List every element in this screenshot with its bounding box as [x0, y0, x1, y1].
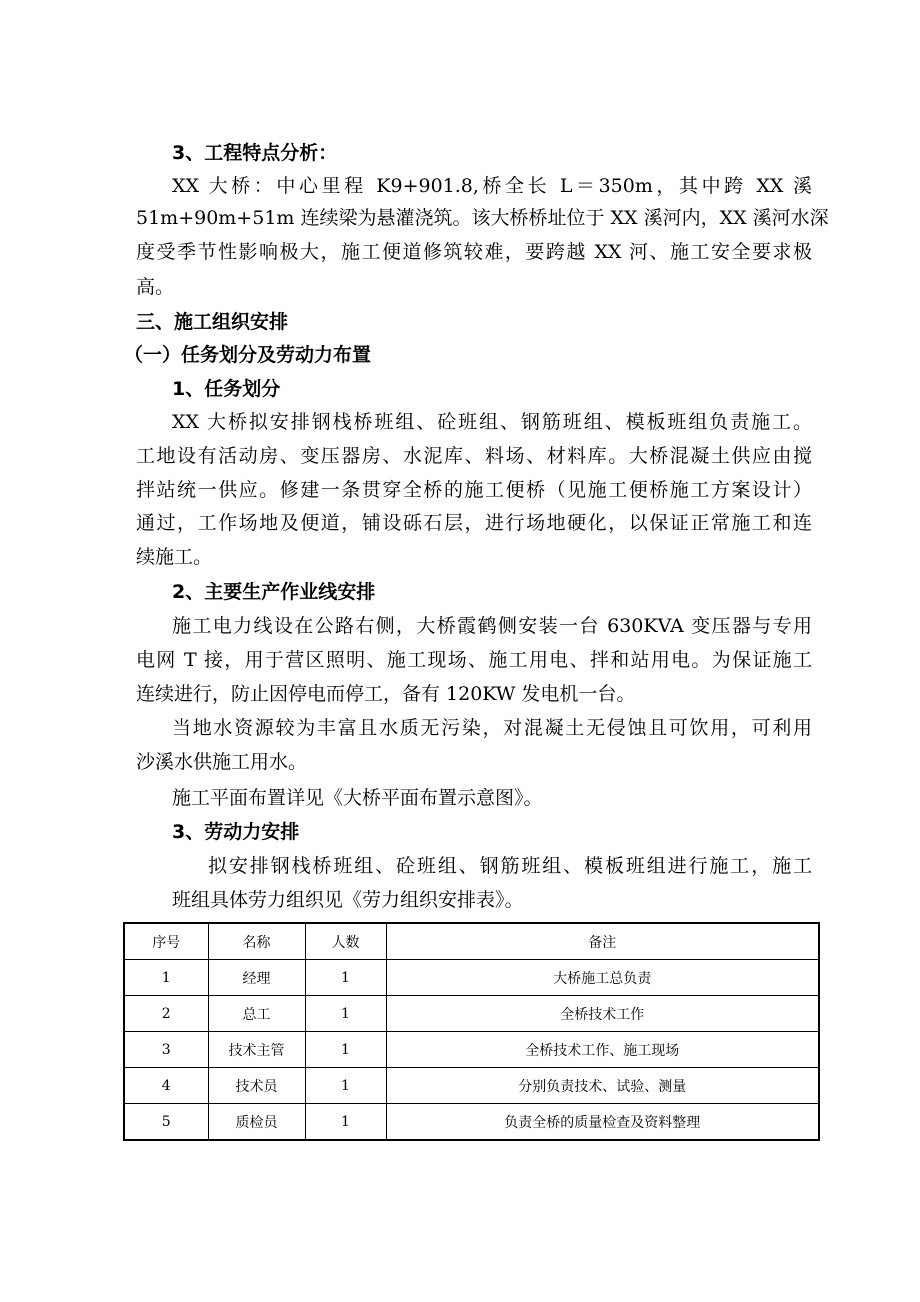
cell-count: 1 — [305, 1104, 386, 1141]
header-cell-name: 名称 — [208, 923, 305, 960]
paragraph-line: XX 大桥拟安排钢栈桥班组、砼班组、钢筋班组、模板班组负责施工。 — [172, 411, 812, 433]
cell-index: 5 — [124, 1104, 208, 1141]
paragraph-line: 拌站统一供应。修建一条贯穿全桥的施工便桥（见施工便桥施工方案设计） — [136, 479, 812, 501]
cell-remark: 分别负责技术、试验、测量 — [386, 1068, 819, 1104]
table-row — [124, 996, 819, 1032]
subsection-heading: （一）任务划分及劳动力布置 — [124, 344, 372, 366]
paragraph-line: 班组具体劳力组织见《劳力组织安排表》。 — [172, 889, 524, 911]
cell-index: 3 — [124, 1032, 208, 1068]
cell-index: 2 — [124, 996, 208, 1032]
header-cell-remark: 备注 — [386, 923, 819, 960]
paragraph-line: 度受季节性影响极大，施工便道修筑较难，要跨越 XX 河、施工安全要求极 — [136, 241, 812, 263]
chapter-heading: 三、施工组织安排 — [136, 311, 289, 333]
cell-name: 技术主管 — [208, 1032, 305, 1068]
table-row — [124, 1068, 819, 1104]
cell-index: 1 — [124, 960, 208, 996]
cell-count: 1 — [305, 1032, 386, 1068]
header-cell-index: 序号 — [124, 923, 208, 960]
paragraph-line: 高。 — [136, 276, 175, 298]
paragraph-line: 施工电力线设在公路右侧，大桥霞鹤侧安装一台 630KVA 变压器与专用 — [172, 615, 812, 637]
cell-name: 技术员 — [208, 1068, 305, 1104]
paragraph-line: 施工平面布置详见《大桥平面布置示意图》。 — [172, 787, 543, 809]
paragraph-line: 沙溪水供施工用水。 — [136, 751, 308, 773]
paragraph-line: 通过，工作场地及便道，铺设砾石层，进行场地硬化，以保证正常施工和连 — [136, 512, 812, 534]
paragraph-line: 51m+90m+51m 连续梁为悬灌浇筑。该大桥桥址位于 XX 溪河内，XX 溪河水深 — [136, 207, 829, 229]
table-row — [124, 1032, 819, 1068]
paragraph-line: 电网 T 接，用于营区照明、施工现场、施工用电、拌和站用电。为保证施工 — [136, 649, 812, 671]
table-row — [124, 1104, 819, 1141]
cell-index: 4 — [124, 1068, 208, 1104]
cell-count: 1 — [305, 1068, 386, 1104]
cell-remark: 大桥施工总负责 — [386, 960, 819, 996]
item-heading-task-division: 1、任务划分 — [172, 378, 281, 400]
cell-remark: 全桥技术工作 — [386, 996, 819, 1032]
cell-count: 1 — [305, 960, 386, 996]
cell-name: 质检员 — [208, 1104, 305, 1141]
cell-remark: 全桥技术工作、施工现场 — [386, 1032, 819, 1068]
paragraph-line: 拟安排钢栈桥班组、砼班组、钢筋班组、模板班组进行施工，施工 — [208, 855, 812, 877]
cell-remark: 负责全桥的质量检查及资料整理 — [386, 1104, 819, 1141]
cell-name: 总工 — [208, 996, 305, 1032]
item-heading-production-lines: 2、主要生产作业线安排 — [172, 581, 376, 603]
cell-name: 经理 — [208, 960, 305, 996]
cell-count: 1 — [305, 996, 386, 1032]
header-cell-count: 人数 — [305, 923, 386, 960]
labor-organization-table — [123, 922, 820, 1141]
paragraph-line: 续施工。 — [136, 546, 213, 568]
table-row — [124, 960, 819, 996]
section-heading-project-features: 3、工程特点分析： — [172, 142, 338, 164]
paragraph-line: 连续进行，防止因停电而停工，备有 120KW 发电机一台。 — [136, 683, 636, 705]
paragraph-line: 工地设有活动房、变压器房、水泥库、料场、材料库。大桥混凝土供应由搅 — [136, 445, 812, 467]
item-heading-labor: 3、劳动力安排 — [172, 821, 300, 843]
table-header-row — [124, 923, 819, 960]
paragraph-line: 当地水资源较为丰富且水质无污染，对混凝土无侵蚀且可饮用，可利用 — [172, 717, 812, 739]
paragraph-line: XX 大桥：中心里程 K9+901.8,桥全长 L＝350m，其中跨 XX 溪 — [172, 175, 812, 197]
